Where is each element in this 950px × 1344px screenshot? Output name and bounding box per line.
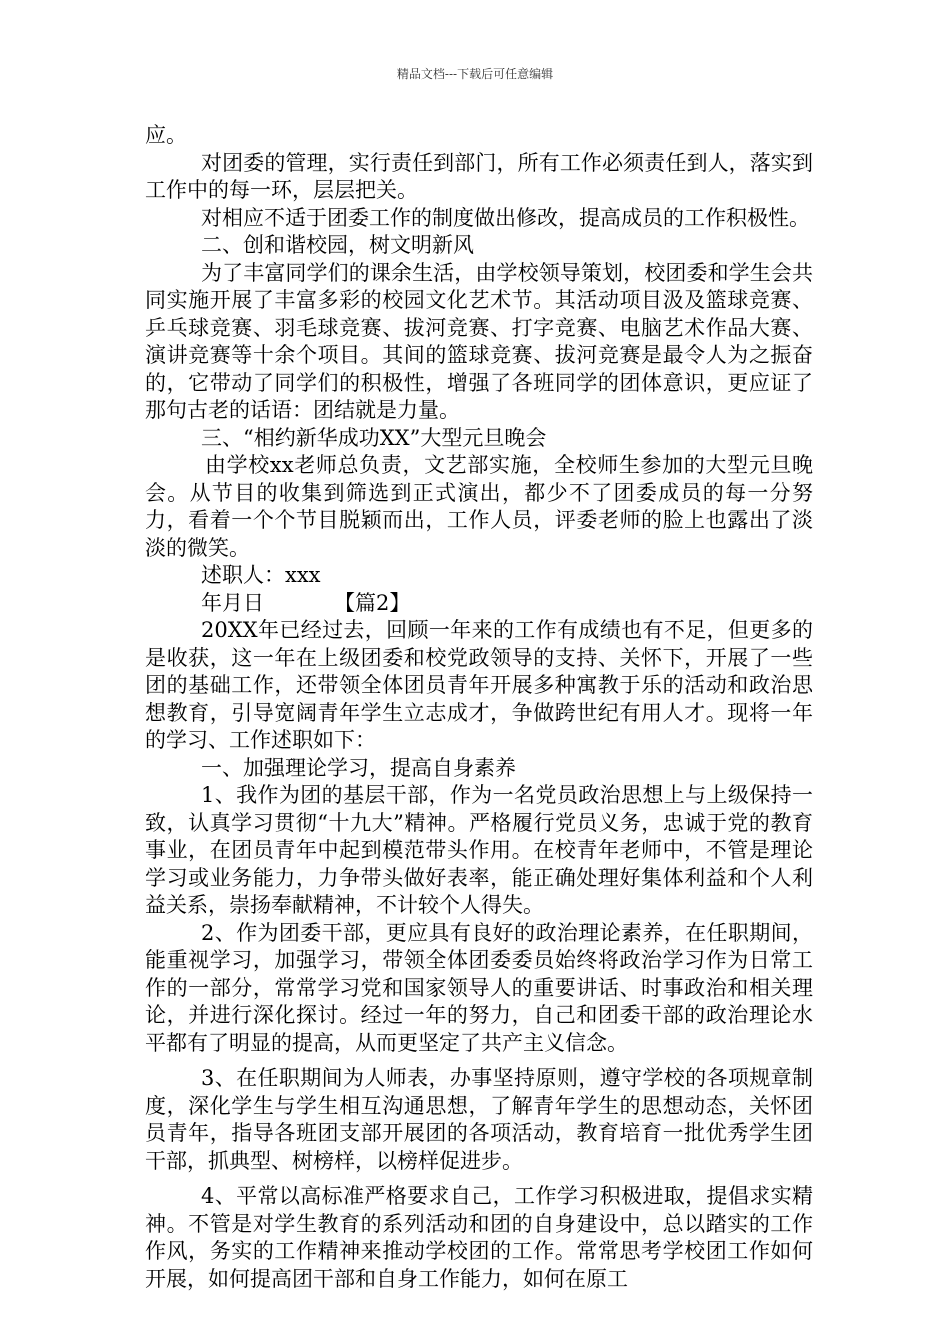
section-heading: 三、“相约新华成功XX”大型元旦晚会 (201, 425, 547, 450)
section-marker: 【篇2】 (334, 590, 411, 615)
paragraph: 对相应不适于团委工作的制度做出修改，提高成员的工作积极性。 (201, 205, 810, 230)
paragraph: 为了丰富同学们的课余生活，由学校领导策划，校团委和学生会共同实施开展了丰富多彩的校园文化艺术节。其活动项目汲及篮球竞赛、乒乓球竞赛、羽毛球竞赛、拔河竞赛、打字竞赛、电脑艺术作品大赛、演讲竞赛等十余个项目。其间的篮球竞赛、拔河竞赛是最令人为之振奋的，它带动了同学们的积极性，增强了各班同学的团体意识，更应证了那句古老的话语：团结就是力量。 (145, 260, 813, 422)
page-header: 精品文档---下载后可任意编辑 (396, 67, 554, 81)
date-label: 年月日 (201, 590, 264, 615)
date-line (145, 590, 813, 618)
paragraph: 4、平常以高标准严格要求自己，工作学习积极进取，提倡求实精神。不管是对学生教育的系列活动和团的自身建设中，总以踏实的工作作风，务实的工作精神来推动学校团的工作。常常思考学校团工作如何开展，如何提高团干部和自身工作能力，如何在原工 (145, 1184, 813, 1291)
paragraph: 3、在任职期间为人师表，办事坚持原则，遵守学校的各项规章制度，深化学生与学生相互沟通思想，了解青年学生的思想动态，关怀团员青年，指导各班团支部开展团的各项活动，教育培育一批优秀学生团干部，抓典型、树榜样，以榜样促进步。 (145, 1066, 813, 1173)
section-heading: 一、加强理论学习，提高自身素养 (201, 755, 516, 780)
signature-line: 述职人：xxx (201, 563, 321, 587)
paragraph: 1、我作为团的基层干部，作为一名党员政治思想上与上级保持一致，认真学习贯彻“十九大”精神。严格履行党员义务，忠诚于党的教育事业，在团员青年中起到模范带头作用。在校青年老师中，不管是理论学习或业务能力，力争带头做好表率，能正确处理好集体利益和个人利益关系，崇扬奉献精神，不计较个人得失。 (145, 783, 813, 917)
paragraph: 由学校xx老师总负责，文艺部实施，全校师生参加的大型元旦晚会。从节目的收集到筛选到正式演出，都少不了团委成员的每一分努力，看着一个个节目脱颖而出，工作人员，评委老师的脸上也露出了淡淡的微笑。 (145, 453, 813, 560)
paragraph: 2、作为团委干部，更应具有良好的政治理论素养，在任职期间，能重视学习，加强学习，带领全体团委委员始终将政治学习作为日常工作的一部分，常常学习党和国家领导人的重要讲话、时事政治和相关理论，并进行深化探讨。经过一年的努力，自己和团委干部的政治理论水平都有了明显的提高，从而更坚定了共产主义信念。 (145, 920, 813, 1055)
document-body (145, 122, 813, 1293)
paragraph: 应。 (145, 123, 187, 147)
paragraph: 对团委的管理，实行责任到部门，所有工作必须责任到人，落实到工作中的每一环，层层把关。 (145, 150, 813, 202)
paragraph: 20XX年已经过去，回顾一年来的工作有成绩也有不足，但更多的是收获，这一年在上级团委和校党政领导的支持、关怀下，开展了一些团的基础工作，还带领全体团员青年开展多种寓教于乐的活动和政治思想教育，引导宽阔青年学生立志成才，争做跨世纪有用人才。现将一年的学习、工作述职如下： (145, 618, 813, 752)
section-heading: 二、创和谐校园，树文明新风 (201, 233, 474, 257)
